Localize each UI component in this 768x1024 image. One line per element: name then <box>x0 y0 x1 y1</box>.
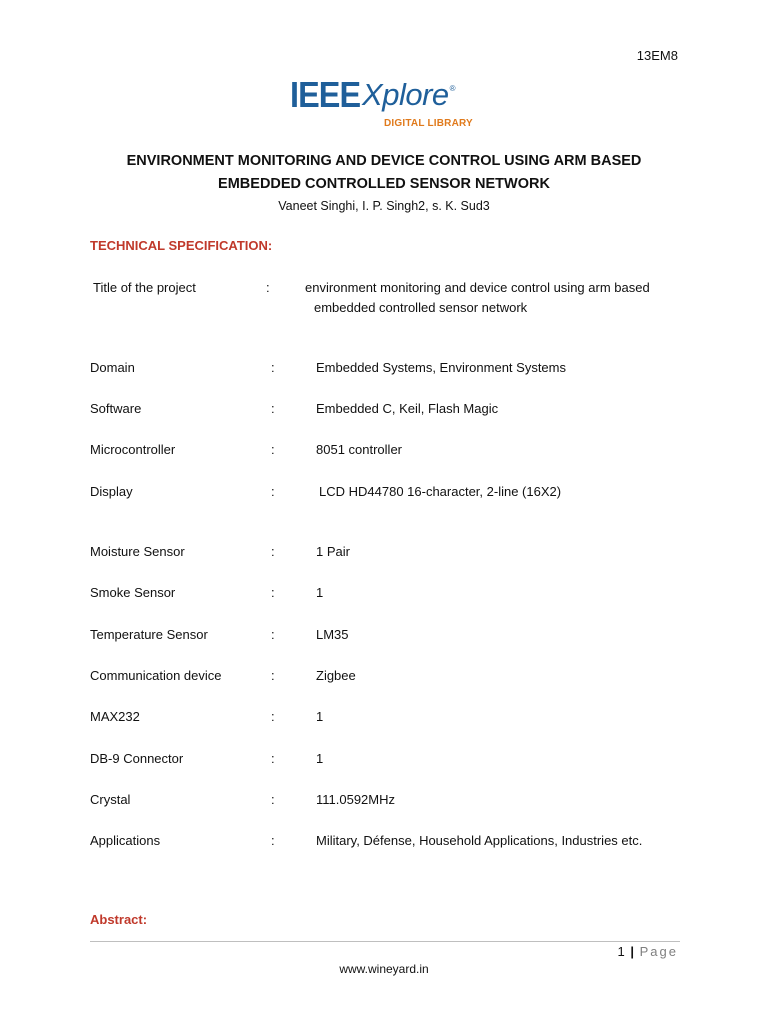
spec-label-db9-connector: DB-9 Connector <box>90 751 184 766</box>
logo-brand-main: IEEE <box>290 74 361 115</box>
spec-label-moisture-sensor: Moisture Sensor <box>90 544 185 559</box>
spec-label-title-of-project: Title of the project <box>93 280 196 295</box>
spec-value-crystal: 111.0592MHz <box>316 792 396 807</box>
spec-label-temperature-sensor: Temperature Sensor <box>90 627 208 642</box>
paper-title-line-2: EMBEDDED CONTROLLED SENSOR NETWORK <box>218 176 550 192</box>
logo-sub-label: DIGITAL LIBRARY <box>384 118 473 129</box>
spec-label-applications: Applications <box>90 833 161 848</box>
spec-value-temperature-sensor: LM35 <box>316 627 349 642</box>
spec-value-domain: Embedded Systems, Environment Systems <box>316 360 566 375</box>
spec-label-max232: MAX232 <box>90 709 140 724</box>
spec-value-max232: 1 <box>316 709 324 724</box>
footer-divider <box>90 941 680 942</box>
paper-title-line-1: ENVIRONMENT MONITORING AND DEVICE CONTROL USING ARM BASED <box>126 153 642 169</box>
spec-value-smoke-sensor: 1 <box>316 585 324 600</box>
doc-code: 13EM8 <box>636 48 678 63</box>
paper-authors: Vaneet Singhi, I. P. Singh2, s. K. Sud3 <box>278 199 490 213</box>
spec-label-smoke-sensor: Smoke Sensor <box>90 585 176 600</box>
spec-colon: : <box>271 668 275 683</box>
spec-value-db9-connector: 1 <box>316 751 324 766</box>
spec-value-communication-device: Zigbee <box>316 668 356 683</box>
spec-label-domain: Domain <box>90 360 135 375</box>
spec-colon: : <box>271 360 275 375</box>
spec-label-software: Software <box>90 401 142 416</box>
page-label: Page <box>639 944 678 959</box>
spec-label-crystal: Crystal <box>90 792 131 807</box>
abstract-heading: Abstract: <box>90 912 148 927</box>
spec-colon: : <box>271 627 275 642</box>
spec-colon: : <box>271 585 275 600</box>
spec-colon: : <box>271 833 275 848</box>
spec-value-microcontroller: 8051 controller <box>316 442 402 457</box>
spec-label-communication-device: Communication device <box>90 668 222 683</box>
spec-colon: : <box>266 280 270 295</box>
spec-colon: : <box>271 401 275 416</box>
spec-colon: : <box>271 792 275 807</box>
spec-colon: : <box>271 709 275 724</box>
technical-specification-heading: TECHNICAL SPECIFICATION: <box>90 238 273 253</box>
logo-brand-italic: Xplore <box>362 77 449 112</box>
spec-label-display: Display <box>90 484 133 499</box>
ieee-xplore-logo <box>290 76 490 136</box>
spec-value-title-of-project: environment monitoring and device control using arm based <box>305 280 650 295</box>
spec-value-software: Embedded C, Keil, Flash Magic <box>316 401 499 416</box>
page-number-separator: | <box>630 944 634 959</box>
spec-value-display: LCD HD44780 16-character, 2-line (16X2) <box>319 484 562 499</box>
spec-colon: : <box>271 751 275 766</box>
spec-colon: : <box>271 442 275 457</box>
spec-value-title-of-project-line-2: embedded controlled sensor network <box>314 300 528 315</box>
logo-wordmark <box>290 76 456 114</box>
page-number-value: 1 <box>617 944 625 959</box>
spec-label-microcontroller: Microcontroller <box>90 442 176 457</box>
page-number <box>618 944 679 959</box>
spec-colon: : <box>271 544 275 559</box>
logo-registered-mark: ® <box>449 84 456 93</box>
footer-url: www.wineyard.in <box>339 962 429 976</box>
spec-colon: : <box>271 484 275 499</box>
spec-value-moisture-sensor: 1 Pair <box>316 544 350 559</box>
spec-value-applications: Military, Défense, Household Applications, Industries etc. <box>316 833 643 848</box>
